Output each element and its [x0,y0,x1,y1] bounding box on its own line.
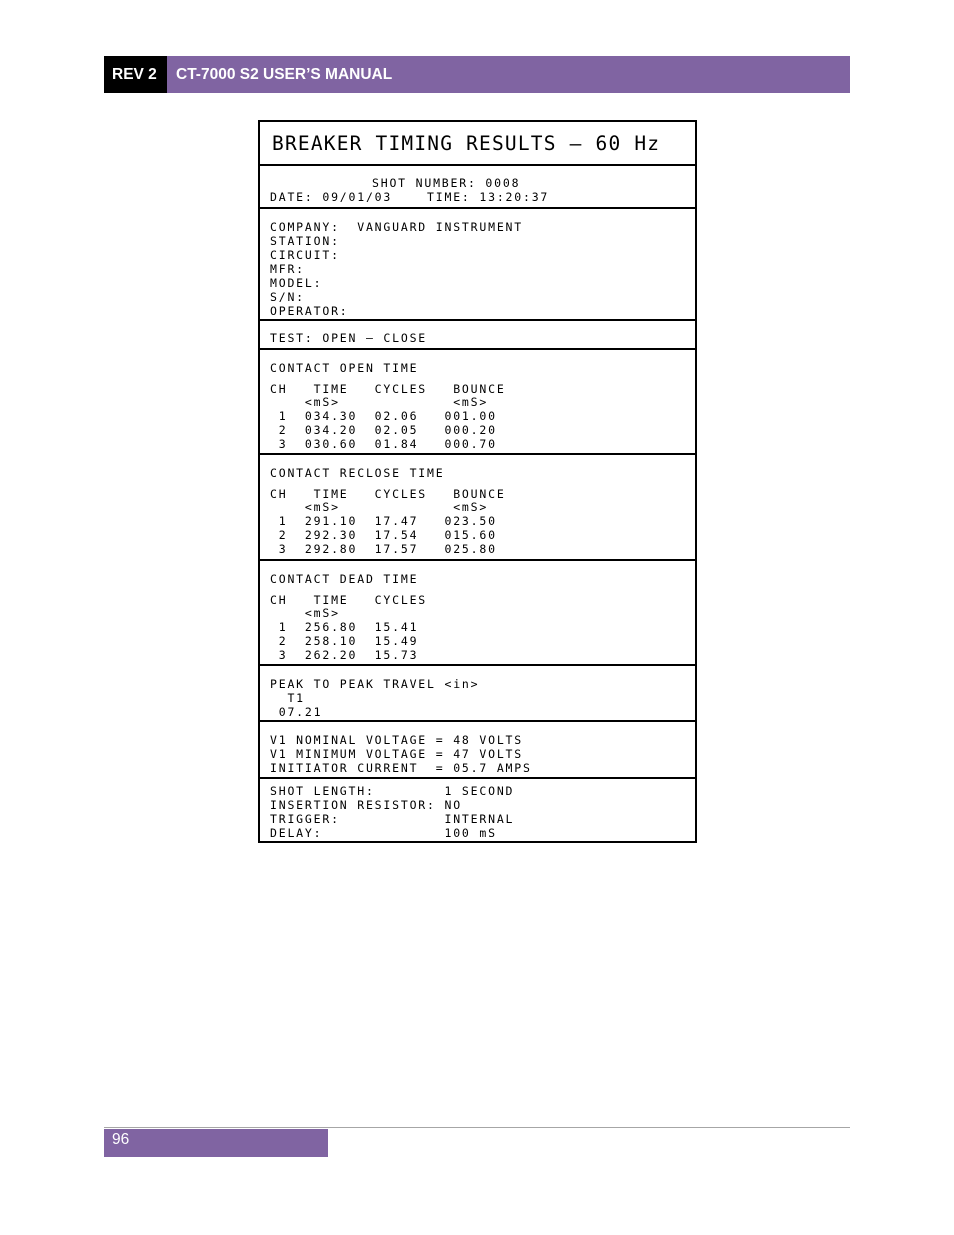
shot-number-line: SHOT NUMBER: 0008 [372,176,521,190]
travel-channel: T1 [270,691,305,705]
info-operator: OPERATOR: [270,304,349,318]
contact-open-section [260,350,695,455]
trigger-line: TRIGGER: INTERNAL [270,812,515,826]
printout-title: BREAKER TIMING RESULTS – 60 Hz [272,132,661,155]
footer-divider [104,1127,850,1128]
open-row-2: 2 034.20 02.05 000.20 [270,423,497,437]
reclose-column-header: CH TIME CYCLES BOUNCE [270,487,506,501]
delay-line: DELAY: 100 mS [270,826,497,840]
initiator-current-line: INITIATOR CURRENT = 05.7 AMPS [270,761,532,775]
info-company: COMPANY: VANGUARD INSTRUMENT [270,220,523,234]
date-time-line: DATE: 09/01/03 TIME: 13:20:37 [270,190,550,204]
insertion-resistor-line: INSERTION RESISTOR: NO [270,798,462,812]
test-type-line: TEST: OPEN – CLOSE [270,331,428,345]
shot-length-line: SHOT LENGTH: 1 SECOND [270,784,515,798]
dead-heading: CONTACT DEAD TIME [270,572,419,586]
info-station: STATION: [270,234,340,248]
reclose-unit-line: <mS> <mS> [270,500,489,514]
open-unit-line: <mS> <mS> [270,395,489,409]
open-heading: CONTACT OPEN TIME [270,361,419,375]
travel-heading: PEAK TO PEAK TRAVEL <in> [270,677,480,691]
open-column-header: CH TIME CYCLES BOUNCE [270,382,506,396]
info-circuit: CIRCUIT: [270,248,340,262]
contact-reclose-section [260,455,695,561]
nominal-voltage-line: V1 NOMINAL VOLTAGE = 48 VOLTS [270,733,523,747]
travel-section [260,666,695,722]
test-type-section [260,321,695,350]
info-model: MODEL: [270,276,323,290]
breaker-timing-printout [258,120,697,843]
printout-title-section [260,122,695,166]
settings-section [260,779,695,841]
info-mfr: MFR: [270,262,305,276]
dead-row-3: 3 262.20 15.73 [270,648,419,662]
page-number: 96 [104,1129,328,1157]
dead-column-header: CH TIME CYCLES [270,593,428,607]
info-serial: S/N: [270,290,305,304]
dead-row-1: 1 256.80 15.41 [270,620,419,634]
dead-row-2: 2 258.10 15.49 [270,634,419,648]
company-info-section [260,209,695,321]
voltage-section [260,722,695,779]
reclose-row-2: 2 292.30 17.54 015.60 [270,528,497,542]
open-row-1: 1 034.30 02.06 001.00 [270,409,497,423]
reclose-row-1: 1 291.10 17.47 023.50 [270,514,497,528]
header-manual-title: CT-7000 S2 USER’S MANUAL [167,56,850,93]
minimum-voltage-line: V1 MINIMUM VOLTAGE = 47 VOLTS [270,747,523,761]
open-row-3: 3 030.60 01.84 000.70 [270,437,497,451]
travel-value: 07.21 [270,705,323,719]
dead-unit-line: <mS> [270,606,340,620]
header-rev-label: REV 2 [104,56,167,93]
reclose-row-3: 3 292.80 17.57 025.80 [270,542,497,556]
shot-info-section [260,166,695,209]
contact-dead-section [260,561,695,666]
reclose-heading: CONTACT RECLOSE TIME [270,466,445,480]
